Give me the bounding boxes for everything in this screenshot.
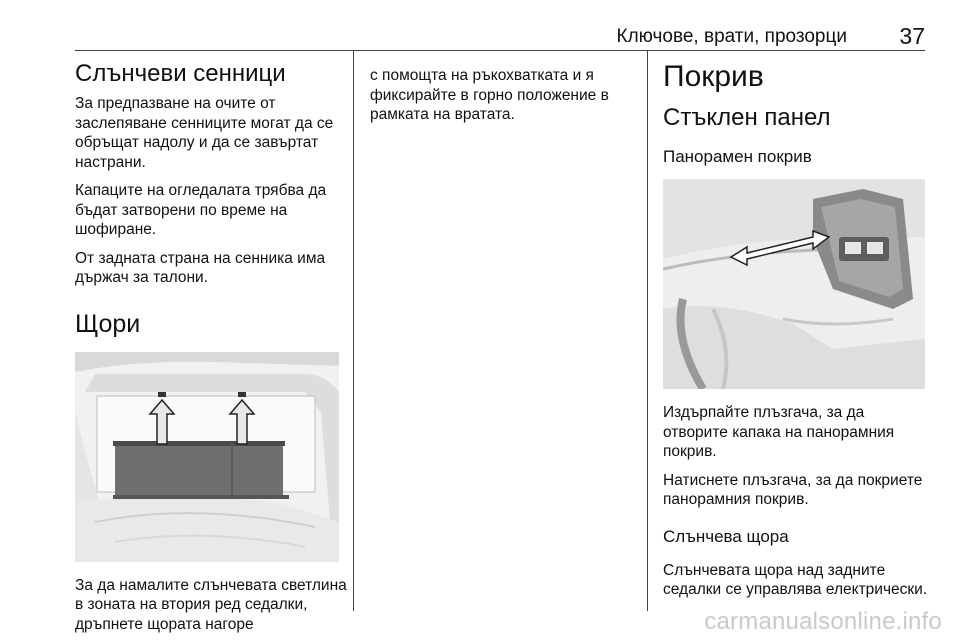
section-heading-blinds: Щори [75,309,141,338]
paragraph: с помощта на ръкохватката и я фиксирайте в горно положение в рамката на вратата. [370,67,609,123]
paragraph: Издърпайте плъзгача, за да отворите капака на панорамния покрив. [663,404,895,460]
section-heading-sun-visors: Слънчеви сенници [75,60,286,87]
column-divider-1 [353,51,354,611]
section-heading-roof: Покрив [663,60,764,93]
column-3 [663,60,929,609]
panoramic-roof-illustration [663,179,925,389]
column-1 [75,60,347,643]
paragraph: За предпазване на очите от заслепяване сенниците могат да се обръщат надолу и да се завъртат настрани. [75,95,334,171]
column-divider-2 [647,51,648,611]
subheading-glass-panel: Стъклен панел [663,104,831,131]
subheading-panoramic-roof: Панорамен покрив [663,147,812,166]
column-2 [370,66,640,134]
paragraph: За да намалите слънчевата светлина в зоната на втория ред седалки, дръпнете щората нагоре [75,576,347,633]
header-rule [75,50,925,51]
page-header [75,22,925,50]
paragraph: Натиснете плъзгача, за да покриете панорамния покрив. [663,471,923,508]
blind-illustration [75,352,339,562]
subheading-sun-blind: Слънчева щора [663,526,789,546]
blind-illustration-svg [75,352,339,562]
page-number: 37 [899,23,925,49]
paragraph: Капаците на огледалата трябва да бъдат затворени по време на шофиране. [75,182,327,238]
paragraph: От задната страна на сенника има държач за талони. [75,249,326,286]
watermark: carmanualsonline.info [704,608,942,635]
header-title: Ключове, врати, прозорци [616,26,847,47]
panoramic-roof-svg [663,179,925,389]
paragraph: Слънчевата щора над задните седалки се управлява електрически. [663,561,928,598]
